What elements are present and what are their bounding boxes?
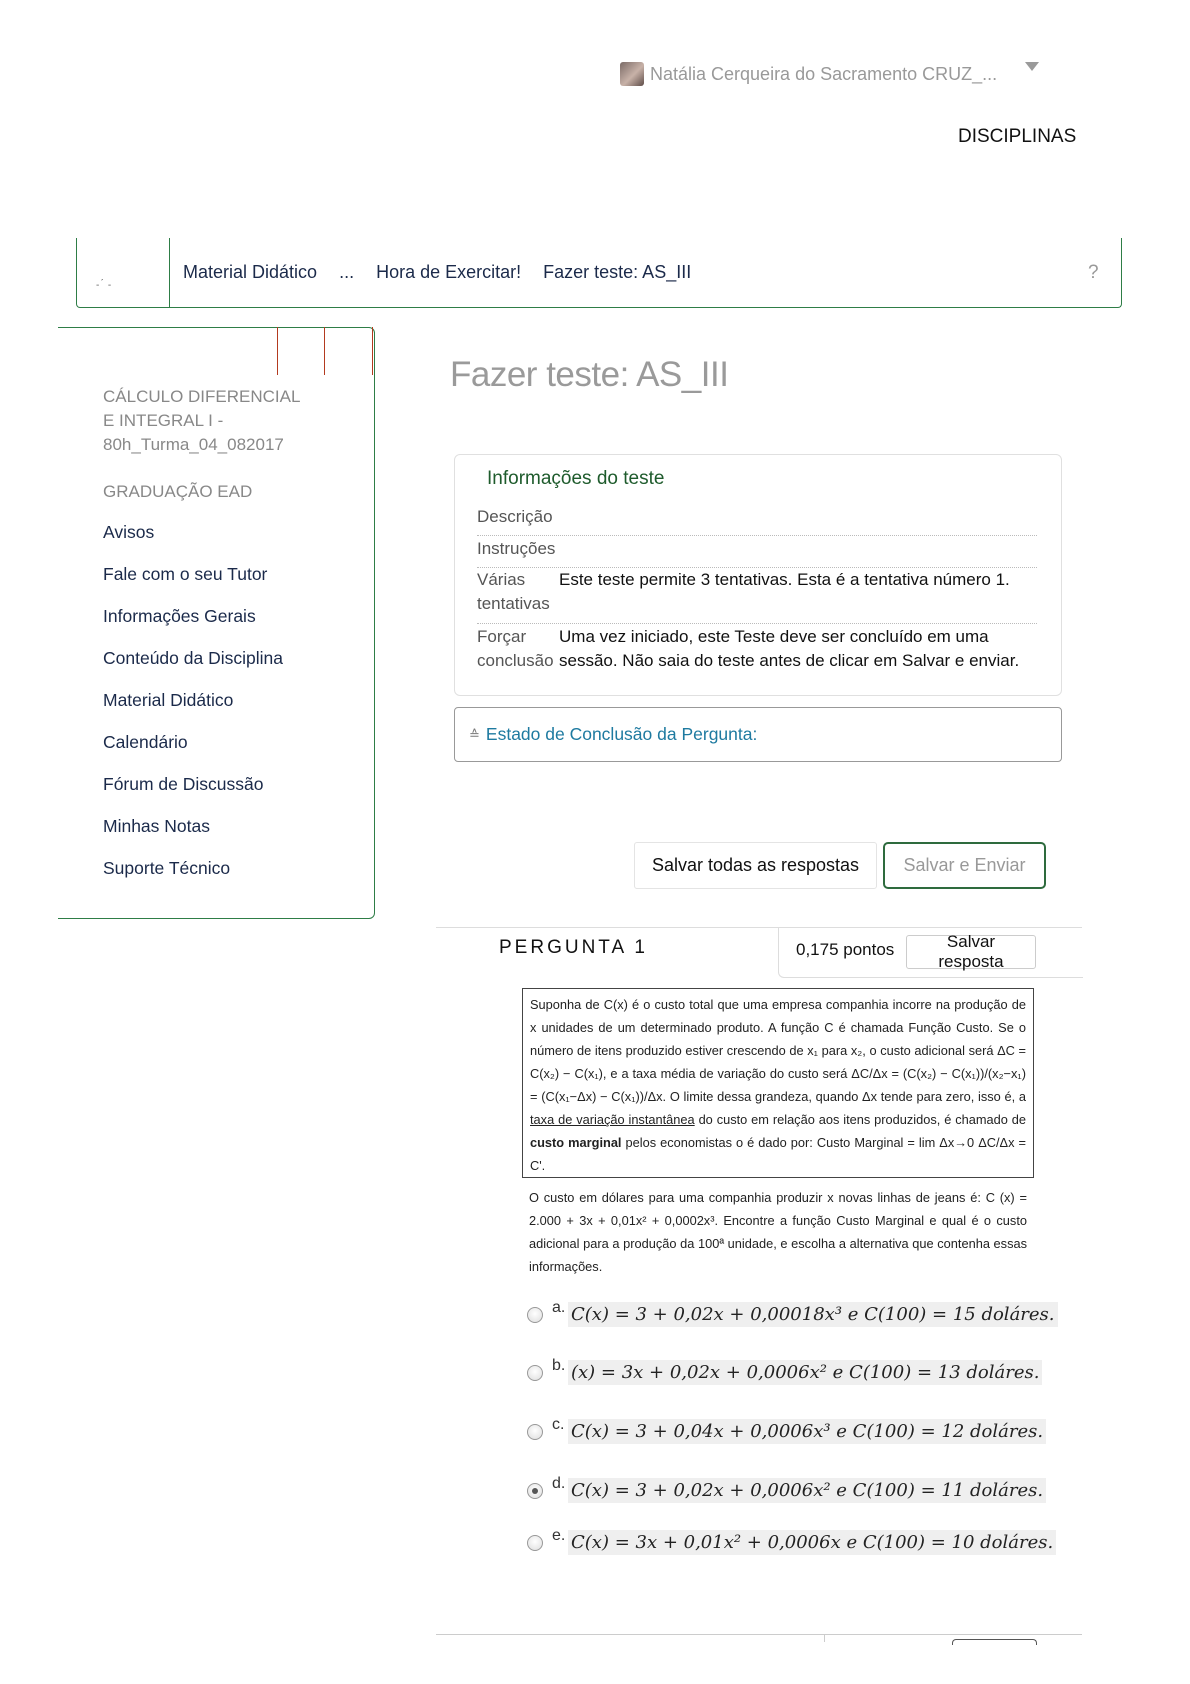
question-statement: O custo em dólares para uma companhia produzir x novas linhas de jeans é: C (x) = 2.000 + 3x + 0,01x² + 0,0002x³. Encontre a função Custo Marginal e qual é o custo adicional para a produção da 100ª unidade, e escolha a alternativa que contenha essas informações.: [529, 1190, 1027, 1274]
save-and-submit-button[interactable]: Salvar e Enviar: [883, 842, 1046, 889]
sidebar-menu: [103, 522, 283, 900]
context-text: do custo em relação aos itens produzidos, é chamado de: [698, 1112, 1026, 1127]
radio-option-b[interactable]: [527, 1365, 543, 1381]
next-save-answer-button[interactable]: [952, 1639, 1037, 1645]
info-label: Forçar conclusão: [477, 627, 554, 670]
option-letter: a.: [552, 1298, 566, 1316]
user-name: Natália Cerqueira do Sacramento CRUZ_...: [650, 63, 998, 84]
info-value: Uma vez iniciado, este Teste deve ser concluído em uma sessão. Não saia do teste antes de clicar em Salvar e enviar.: [559, 627, 1020, 670]
save-all-button[interactable]: Salvar todas as respostas: [634, 842, 877, 889]
context-underlined-term: taxa de variação instantânea: [530, 1112, 695, 1127]
info-row-tentativas: [477, 568, 1037, 624]
sidebar-item-suporte[interactable]: Suporte Técnico: [103, 858, 231, 878]
option-letter: d.: [552, 1474, 566, 1492]
context-text: Suponha de C(x) é o custo total que uma empresa companhia incorre na produção de x unidades de um determinado produto. A função C é chamada Função Custo. Se o número de itens produzido estiver crescendo de x₁ para x₂, o custo adicional será ΔC = C(x₂) − C(x₁), e a taxa média de variação do custo será ΔC/Δx = (C(x₂) − C(x₁))/(x₂−x₁) = (C(x₁−Δx) − C(x₁))/Δx. O limite dessa grandeza, quando Δx tende para zero, isso é, a: [530, 997, 1026, 1104]
option-c[interactable]: [527, 1415, 1046, 1444]
question-context: [530, 993, 1026, 1177]
breadcrumb: [183, 262, 691, 283]
radio-option-c[interactable]: [527, 1424, 543, 1440]
option-letter: b.: [552, 1356, 566, 1374]
breadcrumb-divider: [169, 238, 170, 308]
sidebar-item-conteudo[interactable]: Conteúdo da Disciplina: [103, 648, 283, 668]
breadcrumb-item[interactable]: ...: [339, 262, 355, 282]
radio-option-d[interactable]: [527, 1483, 543, 1499]
sidebar-item-informacoes[interactable]: Informações Gerais: [103, 606, 256, 626]
avatar: [620, 62, 644, 86]
info-row-conclusao: [477, 625, 1037, 679]
next-question-meta-divider: [824, 1634, 825, 1642]
page-title: Fazer teste: AS_III: [450, 355, 729, 394]
save-answer-button[interactable]: Salvar resposta: [906, 935, 1036, 969]
info-value: Este teste permite 3 tentativas. Esta é a tentativa número 1.: [559, 570, 1010, 589]
breadcrumb-item[interactable]: Material Didático: [183, 262, 318, 282]
chevron-down-icon[interactable]: [1025, 62, 1039, 71]
question-points: 0,175 pontos: [796, 940, 895, 959]
course-menu-toggle[interactable]: - ́ -: [96, 280, 113, 291]
program-label: GRADUAÇÃO EAD: [103, 482, 253, 501]
question-status-label: Estado de Conclusão da Pergunta:: [485, 724, 758, 744]
radio-option-e[interactable]: [527, 1535, 543, 1551]
sidebar-item-forum[interactable]: Fórum de Discussão: [103, 774, 264, 794]
option-text: C(x) = 3x + 0,01x² + 0,0006x e C(100) = 10 doláres.: [568, 1530, 1056, 1555]
option-a[interactable]: [527, 1298, 1058, 1327]
info-label: Instruções: [477, 539, 556, 558]
option-d[interactable]: [527, 1474, 1046, 1503]
sidebar-tab-divider: [277, 327, 278, 375]
question-status-toggle[interactable]: [469, 724, 757, 745]
sidebar-item-calendario[interactable]: Calendário: [103, 732, 188, 752]
option-text: C(x) = 3 + 0,02x + 0,0006x² e C(100) = 11 doláres.: [568, 1478, 1046, 1503]
sidebar-tab-divider: [324, 327, 325, 375]
info-row-instrucoes: [477, 537, 1037, 568]
info-label: Descrição: [477, 507, 553, 526]
help-icon[interactable]: ?: [1088, 262, 1099, 283]
option-text: C(x) = 3 + 0,04x + 0,0006x³ e C(100) = 12 doláres.: [568, 1419, 1046, 1444]
question-title: PERGUNTA 1: [499, 937, 648, 958]
breadcrumb-item-current: Fazer teste: AS_III: [543, 262, 692, 282]
test-info-heading: Informações do teste: [487, 468, 665, 489]
sidebar-item-tutor[interactable]: Fale com o seu Tutor: [103, 564, 268, 584]
sidebar-tab-divider: [372, 327, 373, 375]
sidebar-item-avisos[interactable]: Avisos: [103, 522, 155, 542]
option-text: (x) = 3x + 0,02x + 0,0006x² e C(100) = 13 doláres.: [568, 1360, 1042, 1385]
next-question-divider: [436, 1634, 1082, 1635]
sidebar-item-material[interactable]: Material Didático: [103, 690, 234, 710]
option-letter: c.: [552, 1415, 565, 1433]
question-context-box: [522, 988, 1034, 1178]
option-letter: e.: [552, 1526, 566, 1544]
option-e[interactable]: [527, 1526, 1056, 1555]
context-text: pelos economistas o é dado por: Custo Marginal = lim Δx→0 ΔC/Δx = C'.: [530, 1135, 1026, 1173]
course-title: CÁLCULO DIFERENCIAL E INTEGRAL I - 80h_Turma_04_082017: [103, 387, 300, 454]
breadcrumb-item[interactable]: Hora de Exercitar!: [376, 262, 522, 282]
double-chevron-down-icon: ≙: [469, 726, 480, 742]
disciplinas-link[interactable]: DISCIPLINAS: [958, 126, 1077, 147]
info-label: Várias tentativas: [477, 570, 550, 613]
option-b[interactable]: [527, 1356, 1042, 1385]
option-text: C(x) = 3 + 0,02x + 0,00018x³ e C(100) = 15 doláres.: [568, 1302, 1058, 1327]
user-menu[interactable]: [620, 62, 997, 86]
info-row-descricao: [477, 505, 1037, 536]
sidebar-item-notas[interactable]: Minhas Notas: [103, 816, 210, 836]
radio-option-a[interactable]: [527, 1307, 543, 1323]
context-bold-term: custo marginal: [530, 1135, 622, 1150]
